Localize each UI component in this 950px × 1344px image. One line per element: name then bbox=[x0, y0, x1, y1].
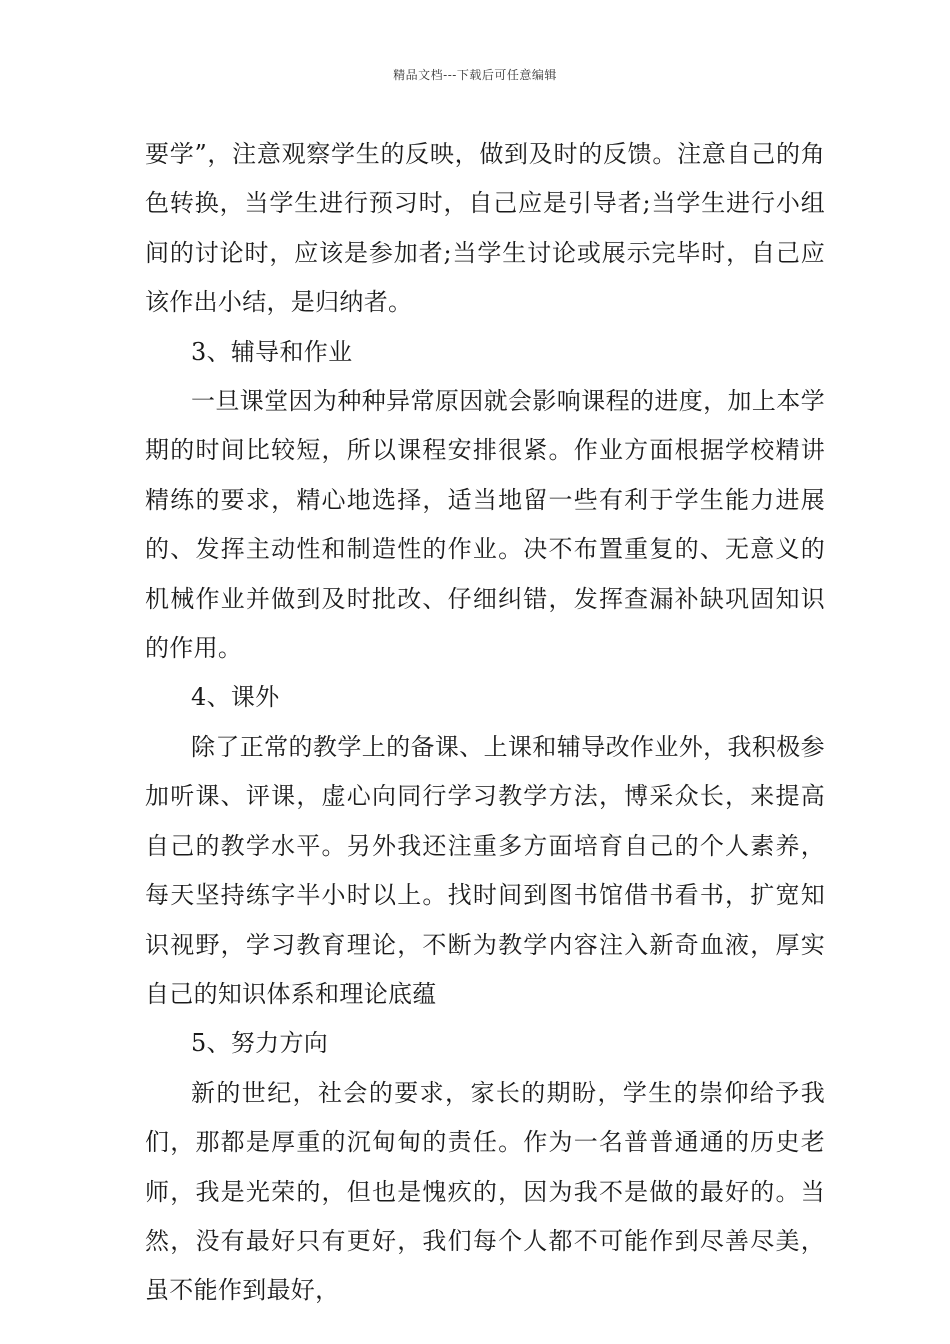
paragraph-homework: 一旦课堂因为种种异常原因就会影响课程的进度，加上本学期的时间比较短，所以课程安排很紧。作业方面根据学校精讲精练的要求，精心地选择，适当地留一些有利于学生能力进展的、发挥主动性和制造性的作业。决不布置重复的、无意义的机械作业并做到及时批改、仔细纠错，发挥查漏补缺巩固知识的作用。 bbox=[145, 387, 825, 663]
section-heading-tutoring-homework: 3、辅导和作业 bbox=[191, 337, 353, 366]
paragraph-direction: 新的世纪，社会的要求，家长的期盼，学生的崇仰给予我们，那都是厚重的沉甸甸的责任。作为一名普普通通的历史老师，我是光荣的，但也是愧疚的，因为我不是做的最好的。当然，没有最好只有更好，我们每个人都不可能作到尽善尽美，虽不能作到最好， bbox=[145, 1078, 825, 1305]
page-header: 精品文档---下载后可任意编辑 bbox=[393, 68, 557, 82]
section-heading-extracurricular: 4、课外 bbox=[191, 683, 280, 712]
document-body bbox=[145, 130, 825, 1316]
section-heading-direction: 5、努力方向 bbox=[191, 1029, 329, 1058]
paragraph-continuation: 要学”，注意观察学生的反映，做到及时的反馈。注意自己的角色转换，当学生进行预习时，自己应是引导者;当学生进行小组间的讨论时，应该是参加者;当学生讨论或展示完毕时，自己应该作出小结，是归纳者。 bbox=[145, 140, 825, 317]
paragraph-extracurricular: 除了正常的教学上的备课、上课和辅导改作业外，我积极参加听课、评课，虚心向同行学习教学方法，博采众长，来提高自己的教学水平。另外我还注重多方面培育自己的个人素养，每天坚持练字半小时以上。找时间到图书馆借书看书，扩宽知识视野，学习教育理论，不断为教学内容注入新奇血液，厚实自己的知识体系和理论底蕴 bbox=[145, 732, 825, 1008]
